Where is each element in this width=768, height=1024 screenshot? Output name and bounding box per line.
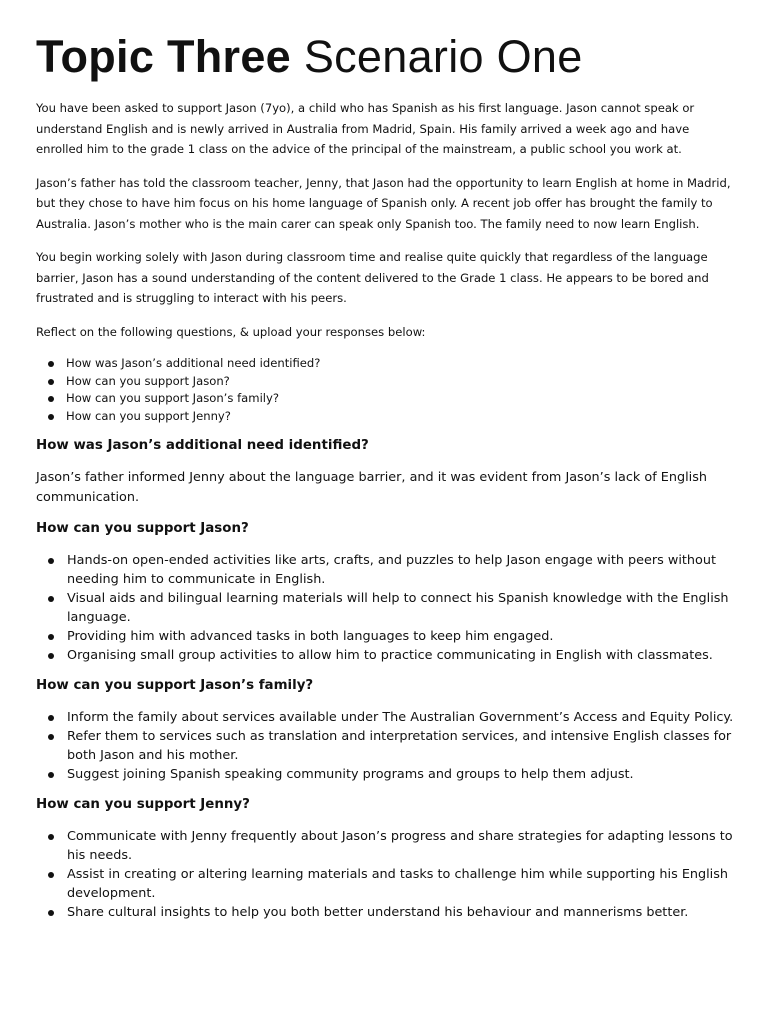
heading-support-jason: How can you support Jason?: [36, 521, 249, 536]
list-item: Inform the family about services available under The Australian Government’s Access and Equity Policy.: [36, 708, 736, 727]
support-jenny-list: [36, 827, 736, 922]
question-item: How can you support Jason’s family?: [36, 390, 736, 408]
page-title: [36, 30, 736, 84]
reflect-instruction: Reflect on the following questions, & upload your responses below:: [36, 324, 426, 339]
list-item: Share cultural insights to help you both better understand his behaviour and mannerisms better.: [36, 903, 736, 922]
answer-need-identified: Jason’s father informed Jenny about the language barrier, and it was evident from Jason’s lack of English communication.: [36, 470, 707, 505]
list-item: Providing him with advanced tasks in both languages to keep him engaged.: [36, 627, 736, 646]
heading-support-jenny: How can you support Jenny?: [36, 797, 250, 812]
list-item: Communicate with Jenny frequently about Jason’s progress and share strategies for adapting lessons to his needs.: [36, 827, 736, 865]
list-item: Visual aids and bilingual learning materials will help to connect his Spanish knowledge with the English language.: [36, 589, 736, 627]
support-jason-list: [36, 551, 736, 665]
support-family-list: [36, 708, 736, 784]
document-page: [36, 30, 736, 934]
list-item: Suggest joining Spanish speaking community programs and groups to help them adjust.: [36, 765, 736, 784]
heading-need-identified: How was Jason’s additional need identified?: [36, 438, 369, 453]
question-list: [36, 355, 736, 425]
intro-paragraph-3: You begin working solely with Jason during classroom time and realise quite quickly that regardless of the language barrier, Jason has a sound understanding of the content delivered to the Grade 1 class. He appears to be bored and frustrated and is struggling to interact with his peers.: [36, 250, 709, 305]
list-item: Organising small group activities to allow him to practice communicating in English with classmates.: [36, 646, 736, 665]
question-item: How can you support Jason?: [36, 373, 736, 391]
intro-paragraph-1: You have been asked to support Jason (7yo), a child who has Spanish as his first language. Jason cannot speak or understand English and is newly arrived in Australia from Madrid, Spain. His family arrived a week ago and have enrolled him to the grade 1 class on the advice of the principal of the mainstream, a public school you work at.: [36, 101, 695, 156]
list-item: Assist in creating or altering learning materials and tasks to challenge him while supporting his English development.: [36, 865, 736, 903]
question-item: How can you support Jenny?: [36, 408, 736, 426]
question-item: How was Jason’s additional need identified?: [36, 355, 736, 373]
title-light: Scenario One: [303, 31, 583, 82]
list-item: Hands-on open-ended activities like arts, crafts, and puzzles to help Jason engage with peers without needing him to communicate in English.: [36, 551, 736, 589]
intro-paragraph-2: Jason’s father has told the classroom teacher, Jenny, that Jason had the opportunity to learn English at home in Madrid, but they chose to have him focus on his home language of Spanish only. A recent job offer has brought the family to Australia. Jason’s mother who is the main carer can speak only Spanish too. The family need to now learn English.: [36, 175, 731, 231]
list-item: Refer them to services such as translation and interpretation services, and intensive English classes for both Jason and his mother.: [36, 727, 736, 765]
heading-support-family: How can you support Jason’s family?: [36, 678, 314, 693]
title-bold: Topic Three: [36, 31, 291, 82]
